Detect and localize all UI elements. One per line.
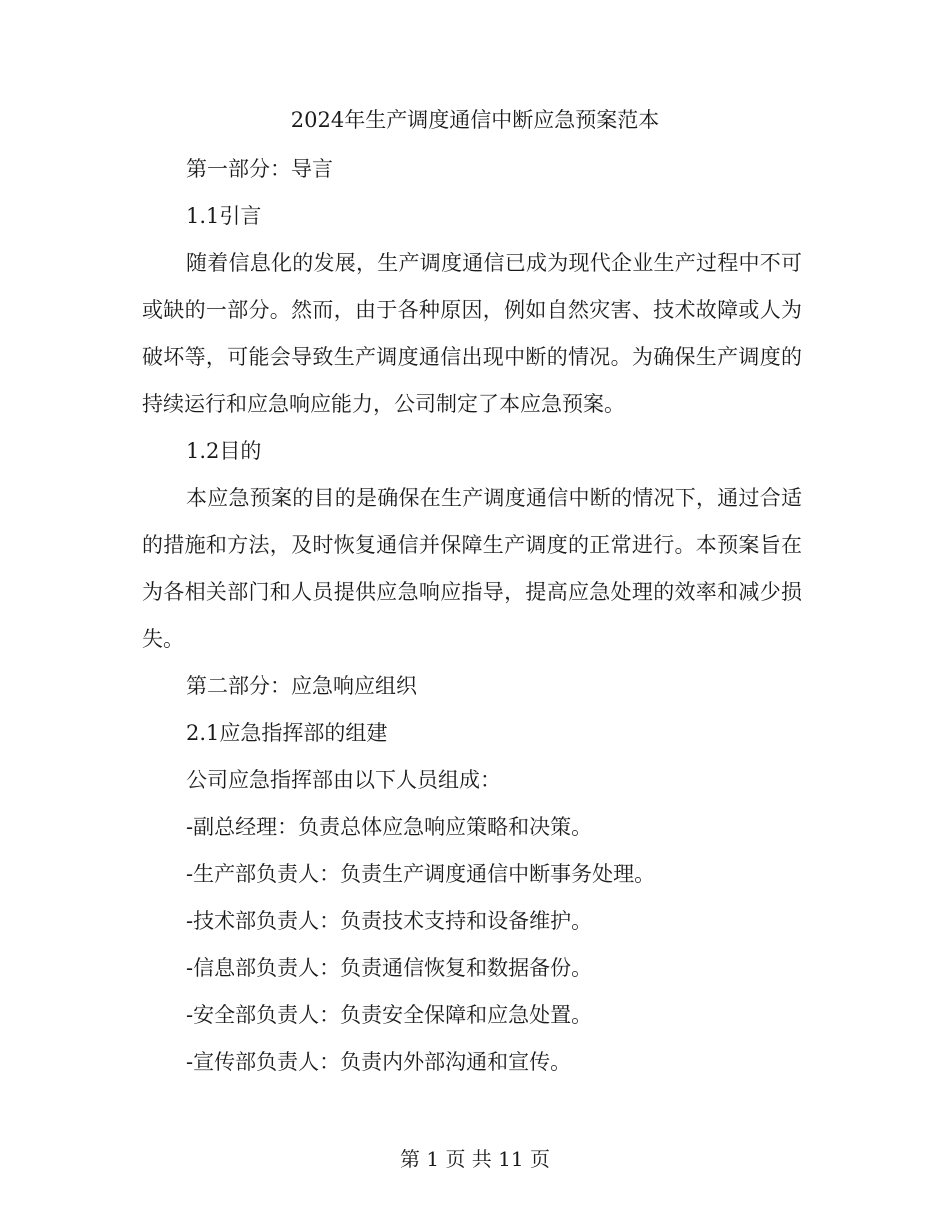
section-1-2-paragraph: 本应急预案的目的是确保在生产调度通信中断的情况下，通过合适的措施和方法，及时恢复通信并保障生产调度的正常进行。本预案旨在为各相关部门和人员提供应急响应指导，提高应急处理的效率和减少损失。: [142, 486, 802, 651]
document-body: [142, 146, 802, 1086]
section-1-1-paragraph: 随着信息化的发展，生产调度通信已成为现代企业生产过程中不可或缺的一部分。然而，由于各种原因，例如自然灾害、技术故障或人为破坏等，可能会导致生产调度通信出现中断的情况。为确保生产调度的持续运行和应急响应能力，公司制定了本应急预案。: [142, 251, 802, 416]
part2-heading: 第二部分：应急响应组织: [186, 674, 417, 698]
document-title: 2024年生产调度通信中断应急预案范本: [290, 108, 660, 132]
member-list-item: -技术部负责人：负责技术支持和设备维护。: [186, 909, 593, 933]
member-list-item: -副总经理：负责总体应急响应策略和决策。: [186, 815, 593, 839]
member-list-item: -安全部负责人：负责安全保障和应急处置。: [186, 1003, 593, 1027]
section-2-1-intro: 公司应急指挥部由以下人员组成：: [186, 768, 501, 792]
member-list-item: -信息部负责人：负责通信恢复和数据备份。: [186, 956, 593, 980]
section-1-2-heading: 1.2目的: [186, 439, 262, 463]
section-1-1-heading: 1.1引言: [186, 204, 262, 228]
member-list-item: -宣传部负责人：负责内外部沟通和宣传。: [186, 1050, 572, 1074]
page-number-footer: 第 1 页 共 11 页: [400, 1147, 550, 1171]
part1-heading: 第一部分：导言: [186, 157, 333, 181]
member-list-item: -生产部负责人：负责生产调度通信中断事务处理。: [186, 862, 656, 886]
section-2-1-heading: 2.1应急指挥部的组建: [186, 721, 388, 745]
